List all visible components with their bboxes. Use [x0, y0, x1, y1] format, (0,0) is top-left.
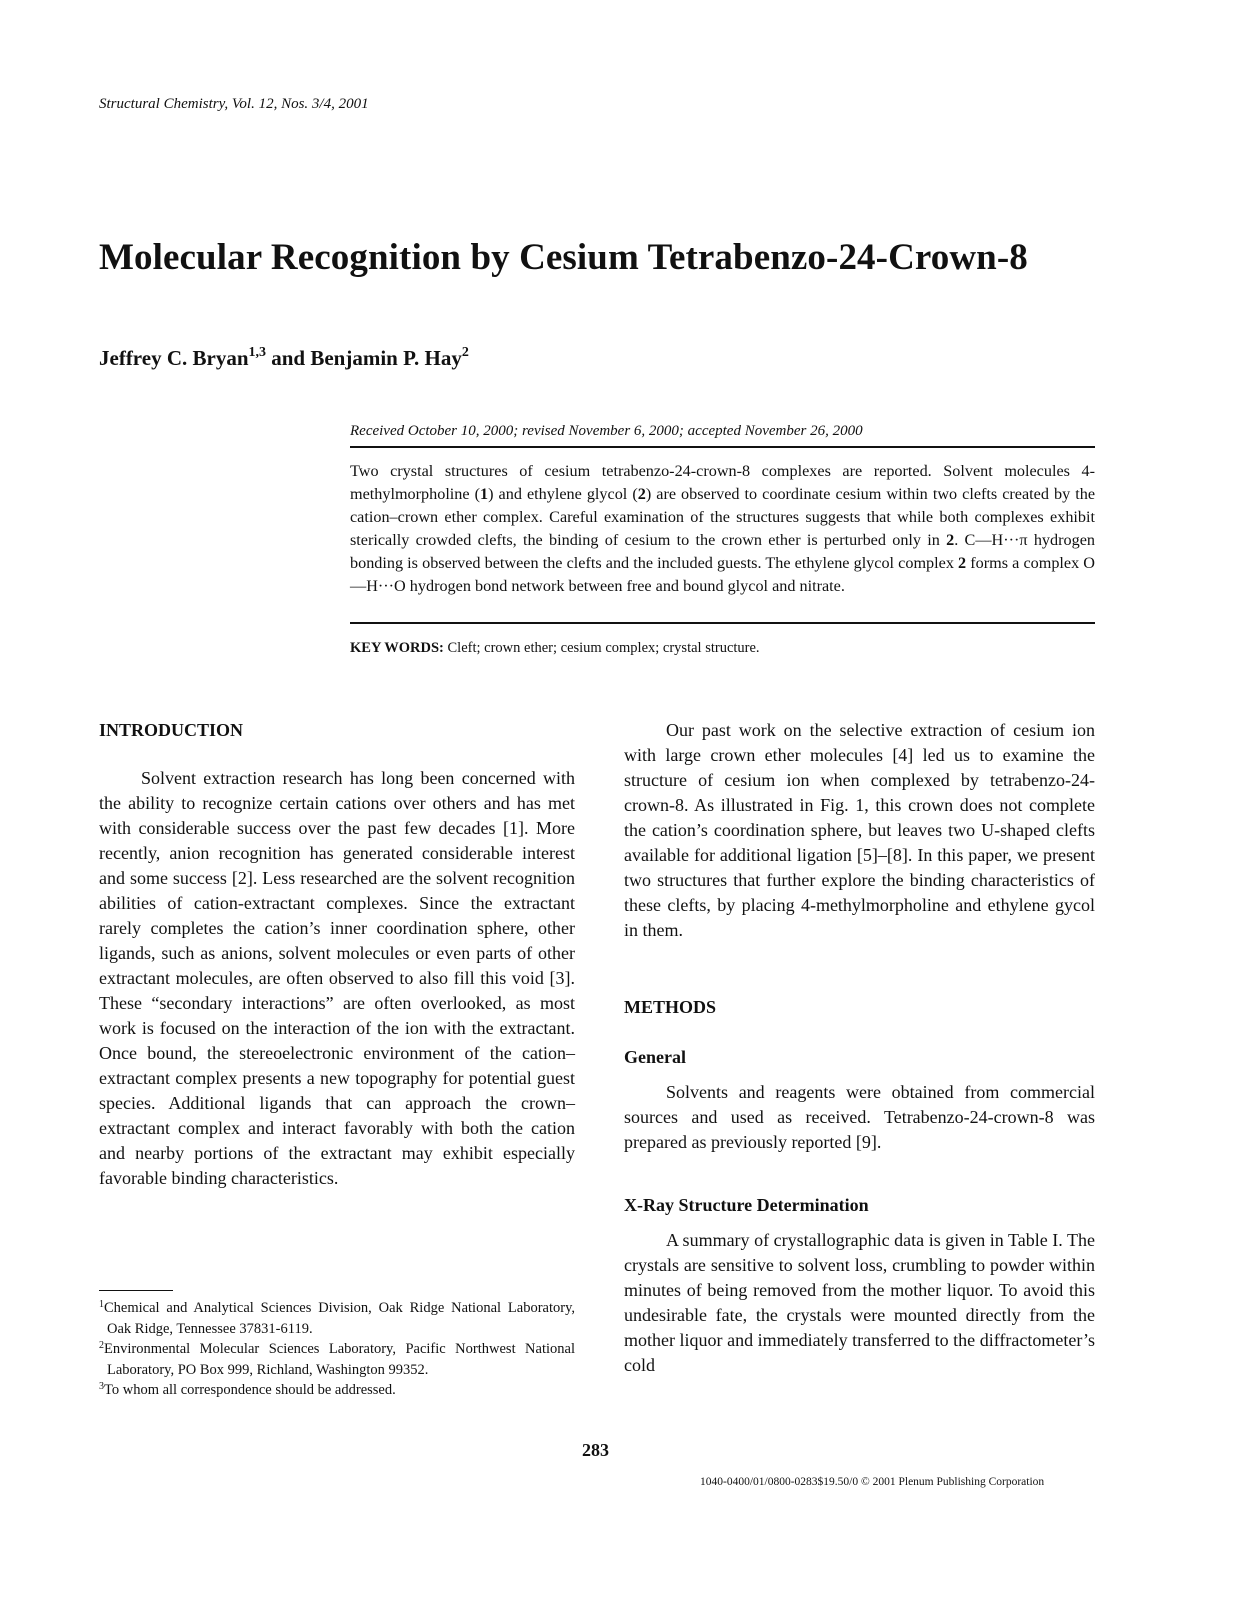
- intro-continuation-paragraph: Our past work on the selective extraction of cesium ion with large crown ether molecules [4] led us to examine the structure of cesium ion when complexed by tetrabenzo-24-crown-8. As illustrated in Fig. 1, this crown does not complete the cation’s coordination sphere, but leaves two U-shaped clefts available for additional ligation [5]–[8]. In this paper, we present two structures that further explore the binding characteristics of these clefts, by placing 4-methylmorpholine and ethylene gycol in them.: [624, 720, 1095, 940]
- footnote: [99, 1298, 575, 1339]
- abstract-bottom-rule: [350, 622, 1095, 624]
- author-list: [99, 346, 469, 371]
- footnote-text: Chemical and Analytical Sciences Division, Oak Ridge National Laboratory, Oak Ridge, Tennessee 37831-6119.: [104, 1300, 575, 1337]
- abstract-text: forms a complex O—H···O hydrogen bond network between free and bound glycol and nitrate.: [350, 554, 1095, 596]
- received-dates: Received October 10, 2000; revised November 6, 2000; accepted November 26, 2000: [350, 423, 863, 439]
- general-paragraph: Solvents and reagents were obtained from commercial sources and used as received. Tetrabenzo-24-crown-8 was prepared as previously reported [9].: [624, 1082, 1095, 1152]
- affiliation-mark: 1,3: [248, 345, 266, 360]
- introduction-paragraph: Solvent extraction research has long been concerned with the ability to recognize certain cations over others and has met with considerable success over the past few decades [1]. More recently, anion recognition has generated considerable interest and some success [2]. Less researched are the solvent recognition abilities of cation-extractant complexes. Since the extractant rarely completes the cation’s inner coordination sphere, other ligands, such as anions, solvent molecules or even parts of other extractant molecules, are often observed to also fill this void [3]. These “secondary interactions” are often overlooked, as most work is focused on the interaction of the ion with the extractant. Once bound, the stereoelectronic environment of the cation–extractant complex presents a new topography for potential guest species. Additional ligands that can approach the crown–extractant complex and interact favorably with both the cation and nearby portions of the extractant may exhibit especially favorable binding characteristics.: [99, 768, 575, 1188]
- footnote: [99, 1339, 575, 1380]
- footnote-text: To whom all correspondence should be addressed.: [104, 1382, 396, 1398]
- footnote-mark: 1: [99, 1299, 104, 1310]
- footnote-rule: [99, 1290, 173, 1291]
- footnote: [99, 1380, 575, 1401]
- keywords-label: KEY WORDS:: [350, 640, 444, 656]
- abstract-text: Two crystal structures of cesium tetrabenzo-24-crown-8 complexes are reported. Solvent molecules 4-methylmorpholine (: [350, 462, 1095, 504]
- abstract-top-rule: [350, 446, 1095, 448]
- author-connector: and: [266, 346, 311, 370]
- footnote-mark: 2: [99, 1340, 104, 1351]
- article-title: Molecular Recognition by Cesium Tetrabenzo-24-Crown-8: [99, 237, 1028, 278]
- section-heading-introduction: INTRODUCTION: [99, 720, 244, 740]
- compound-number: 2: [637, 485, 646, 504]
- right-column: [624, 718, 1095, 1378]
- abstract-text: . C—H···π hydrogen bonding is observed between the clefts and the included guests. The ethylene glycol complex: [350, 531, 1095, 573]
- footnote-text: Environmental Molecular Sciences Laboratory, Pacific Northwest National Laboratory, PO Box 999, Richland, Washington 99352.: [104, 1341, 575, 1378]
- compound-number: 1: [480, 485, 489, 504]
- page-number: 283: [582, 1440, 609, 1460]
- footnote-mark: 3: [99, 1381, 104, 1392]
- author-name: Benjamin P. Hay: [310, 346, 462, 370]
- section-heading-methods: METHODS: [624, 997, 717, 1017]
- left-column: [99, 718, 575, 1191]
- compound-number: 2: [958, 554, 967, 573]
- keywords: [350, 640, 760, 657]
- subsection-heading-general: General: [624, 1047, 686, 1067]
- abstract-text: ) are observed to coordinate cesium within two clefts created by the cation–crown ether complex. Careful examination of the structures suggests that while both complexes exhibit sterically crowded clefts, the binding of cesium to the crown ether is perturbed only in: [350, 485, 1096, 550]
- affiliation-mark: 2: [461, 345, 469, 360]
- xray-paragraph: A summary of crystallographic data is given in Table I. The crystals are sensitive to solvent loss, crumbling to powder within minutes of being removed from the mother liquor. To avoid this undesirable fate, the crystals were mounted directly from the mother liquor and immediately transferred to the diffractometer’s cold: [624, 1230, 1095, 1375]
- subsection-heading-xray: X-Ray Structure Determination: [624, 1195, 869, 1215]
- abstract-text: ) and ethylene glycol (: [488, 485, 638, 504]
- journal-citation: Structural Chemistry, Vol. 12, Nos. 3/4, 2001: [99, 96, 369, 112]
- author-name: Jeffrey C. Bryan: [99, 346, 249, 370]
- keywords-text: Cleft; crown ether; cesium complex; crystal structure.: [443, 640, 760, 656]
- copyright-line: 1040-0400/01/0800-0283$19.50/0 © 2001 Plenum Publishing Corporation: [700, 1476, 1045, 1488]
- footnotes: [99, 1298, 575, 1401]
- compound-number: 2: [946, 531, 955, 550]
- abstract: [350, 460, 1095, 599]
